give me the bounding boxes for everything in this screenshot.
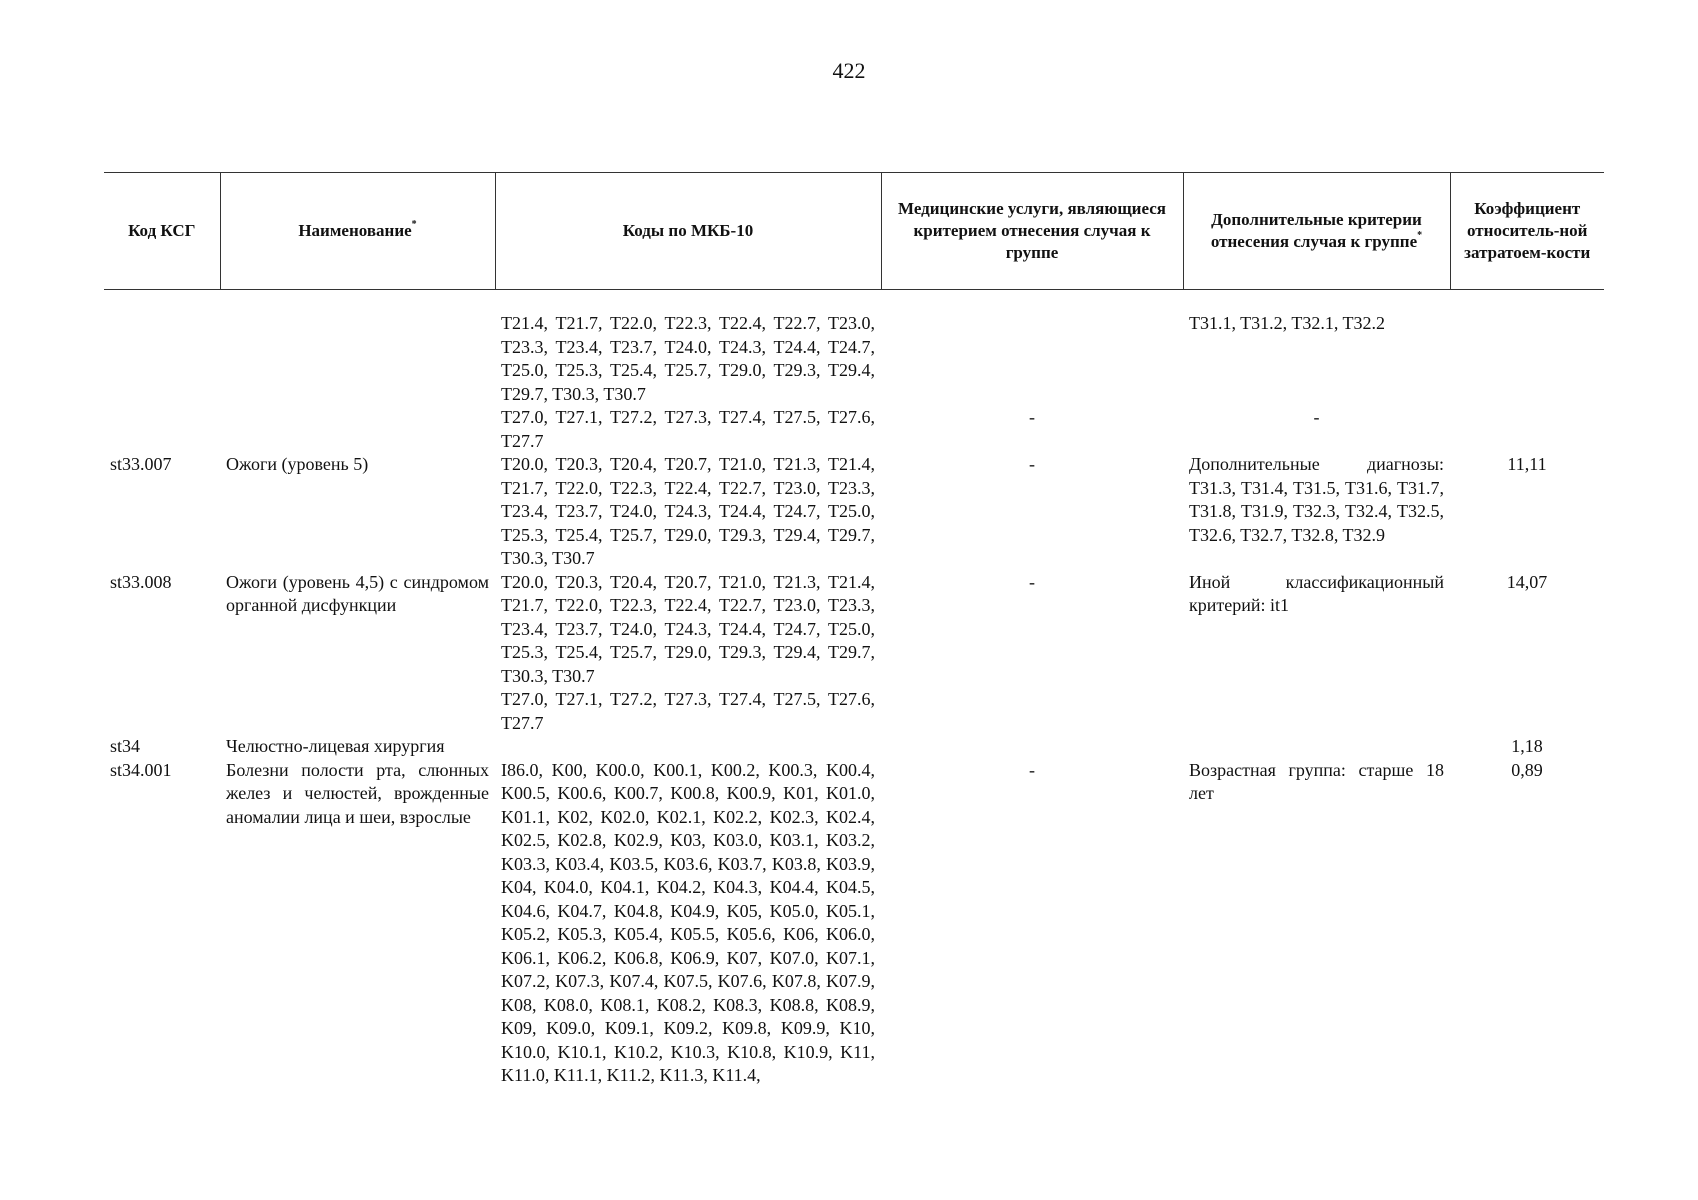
cell-name <box>220 312 495 406</box>
cell-icd: T21.4, T21.7, T22.0, T22.3, T22.4, T22.7, T23.0, T23.3, T23.4, T23.7, T24.0, T24.3, T24.4, T24.7, T25.0, T25.3, T25.4, T25.7, T29.0, T29.3, T29.4, T29.7, T30.3, T30.7 <box>501 313 875 404</box>
cell-name <box>220 688 495 735</box>
table-header-row <box>104 173 1604 290</box>
cell-code: st33.007 <box>110 454 172 474</box>
cell-coef: 11,11 <box>1507 454 1547 474</box>
table-row <box>104 406 1604 453</box>
cell-coef: 0,89 <box>1511 759 1543 780</box>
cell-coef <box>1450 688 1604 735</box>
page-number: 422 <box>832 58 866 83</box>
cell-coef: 1,18 <box>1511 736 1543 756</box>
cell-icd: T27.0, T27.1, T27.2, T27.3, T27.4, T27.5, T27.6, T27.7 <box>501 689 875 733</box>
cell-code <box>104 406 220 453</box>
cell-services <box>881 688 1183 735</box>
cell-additional: Иной классификационный критерий: it1 <box>1189 571 1444 615</box>
cell-coef: 14,07 <box>1506 571 1548 592</box>
cell-services: - <box>1029 454 1035 474</box>
cell-code <box>104 312 220 406</box>
cell-code: st33.008 <box>110 571 172 592</box>
table-row <box>104 312 1604 406</box>
cell-services: - <box>1029 759 1035 780</box>
cell-coef <box>1450 406 1604 453</box>
cell-coef <box>1450 312 1604 406</box>
cell-name: Ожоги (уровень 4,5) с синдромом органной дисфункции <box>226 571 489 615</box>
footnote-mark: * <box>1417 230 1423 241</box>
cell-code <box>104 688 220 735</box>
cell-additional: Дополнительные диагнозы: T31.3, T31.4, T31.5, T31.6, T31.7, T31.8, T31.9, T32.3, T32.4, T32.5, T32.6, T32.7, T32.8, T32.9 <box>1189 454 1444 545</box>
cell-services <box>881 312 1183 406</box>
cell-icd <box>495 735 881 759</box>
header-additional: Дополнительные критерии отнесения случая к группе* <box>1183 173 1450 290</box>
cell-code: st34.001 <box>110 759 172 780</box>
cell-name: Болезни полости рта, слюнных желез и челюстей, врожденные аномалии лица и шеи, взрослые <box>226 759 489 827</box>
table-row <box>104 453 1604 571</box>
cell-services <box>881 735 1183 759</box>
cell-additional: T31.1, T31.2, T32.1, T32.2 <box>1189 313 1386 333</box>
header-code: Код КСГ <box>104 173 220 290</box>
table-row <box>104 759 1604 1088</box>
cell-services: - <box>1029 407 1035 427</box>
ksg-table <box>104 172 1604 1088</box>
cell-services: - <box>1029 571 1035 592</box>
cell-name <box>220 406 495 453</box>
cell-icd: T20.0, T20.3, T20.4, T20.7, T21.0, T21.3, T21.4, T21.7, T22.0, T22.3, T22.4, T22.7, T23.0, T23.3, T23.4, T23.7, T24.0, T24.3, T24.4, T24.7, T25.0, T25.3, T25.4, T25.7, T29.0, T29.3, T29.4, T29.7, T30.3, T30.7 <box>501 454 875 568</box>
cell-additional: Возрастная группа: старше 18 лет <box>1189 759 1444 803</box>
cell-name: Ожоги (уровень 5) <box>226 454 369 474</box>
header-services: Медицинские услуги, являющиеся критерием отнесения случая к группе <box>881 173 1183 290</box>
table-row <box>104 688 1604 735</box>
footnote-mark: * <box>411 219 417 230</box>
cell-icd: I86.0, K00, K00.0, K00.1, K00.2, K00.3, K00.4, K00.5, K00.6, K00.7, K00.8, K00.9, K01, K01.0, K01.1, K02, K02.0, K02.1, K02.2, K02.3, K02.4, K02.5, K02.8, K02.9, K03, K03.0, K03.1, K03.2, K03.3, K03.4, K03.5, K03.6, K03.7, K03.8, K03.9, K04, K04.0, K04.1, K04.2, K04.3, K04.4, K04.5, K04.6, K04.7, K04.8, K04.9, K05, K05.0, K05.1, K05.2, K05.3, K05.4, K05.5, K05.6, K06, K06.0, K06.1, K06.2, K06.8, K06.9, K07, K07.0, K07.1, K07.2, K07.3, K07.4, K07.5, K07.6, K07.8, K07.9, K08, K08.0, K08.1, K08.2, K08.3, K08.8, K08.9, K09, K09.0, K09.1, K09.2, K09.8, K09.9, K10, K10.0, K10.1, K10.2, K10.3, K10.8, K10.9, K11, K11.0, K11.1, K11.2, K11.3, K11.4, <box>501 759 875 1085</box>
spacer-row <box>104 290 1604 313</box>
header-name: Наименование* <box>220 173 495 290</box>
cell-icd: T20.0, T20.3, T20.4, T20.7, T21.0, T21.3, T21.4, T21.7, T22.0, T22.3, T22.4, T22.7, T23.0, T23.3, T23.4, T23.7, T24.0, T24.3, T24.4, T24.7, T25.0, T25.3, T25.4, T25.7, T29.0, T29.3, T29.4, T29.7, T30.3, T30.7 <box>501 571 875 686</box>
cell-icd: T27.0, T27.1, T27.2, T27.3, T27.4, T27.5, T27.6, T27.7 <box>501 407 875 451</box>
cell-name: Челюстно-лицевая хирургия <box>226 736 445 756</box>
cell-additional <box>1183 735 1450 759</box>
cell-additional <box>1183 688 1450 735</box>
header-coef: Коэффициент относитель-ной затратоем-кости <box>1450 173 1604 290</box>
table-row <box>104 571 1604 689</box>
table-row <box>104 735 1604 759</box>
cell-code: st34 <box>110 736 141 756</box>
cell-additional: - <box>1313 407 1320 427</box>
header-icd: Коды по МКБ-10 <box>495 173 881 290</box>
